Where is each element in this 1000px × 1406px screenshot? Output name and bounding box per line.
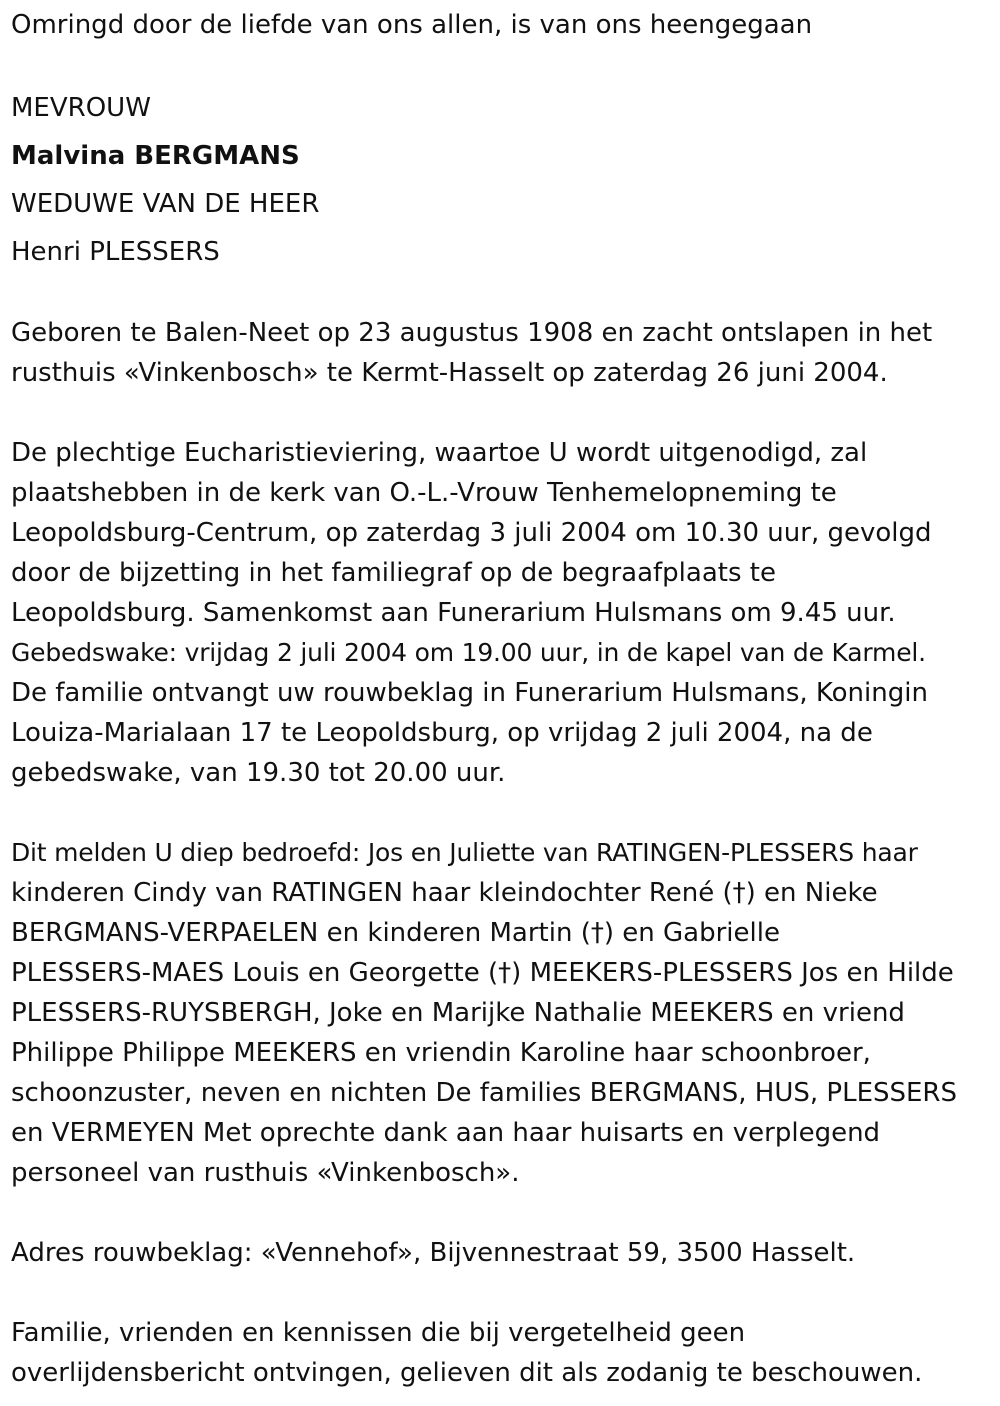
paragraph-line: Dit melden U diep bedroefd: Jos en Juliette van RATINGEN-PLESSERS haar <box>11 838 918 867</box>
paragraph-line: personeel van rusthuis «Vinkenbosch». <box>11 1158 520 1188</box>
birth-death-paragraph <box>11 313 996 393</box>
paragraph-line: Gebedswake: vrijdag 2 juli 2004 om 19.00 uur, in de kapel van de Karmel. <box>11 638 926 667</box>
paragraph-line: Geboren te Balen-Neet op 23 augustus 1908 en zacht ontslapen in het <box>11 318 933 348</box>
paragraph-line: De familie ontvangt uw rouwbeklag in Funerarium Hulsmans, Koningin <box>11 678 928 708</box>
paragraph-line: De plechtige Eucharistieviering, waartoe U wordt uitgenodigd, zal <box>11 438 868 468</box>
obituary-document <box>11 0 996 1393</box>
deceased-title: MEVROUW <box>11 93 151 123</box>
paragraph-line: PLESSERS-RUYSBERGH, Joke en Marijke Nathalie MEEKERS en vriend <box>11 998 905 1028</box>
paragraph-line: kinderen Cindy van RATINGEN haar kleindochter René (†) en Nieke <box>11 878 878 908</box>
paragraph-line: Leopoldsburg. Samenkomst aan Funerarium Hulsmans om 9.45 uur. <box>11 598 896 628</box>
intro-text: Omringd door de liefde van ons allen, is van ons heengegaan <box>11 10 813 40</box>
paragraph-line: overlijdensbericht ontvingen, gelieven dit als zodanig te beschouwen. <box>11 1358 923 1388</box>
paragraph-line: Leopoldsburg-Centrum, op zaterdag 3 juli 2004 om 10.30 uur, gevolgd <box>11 518 932 548</box>
paragraph-line: BERGMANS-VERPAELEN en kinderen Martin (†) en Gabrielle <box>11 918 780 948</box>
address-text: Adres rouwbeklag: «Vennehof», Bijvennestraat 59, 3500 Hasselt. <box>11 1238 856 1268</box>
deceased-relation: WEDUWE VAN DE HEER <box>11 189 320 219</box>
paragraph-line: schoonzuster, neven en nichten De families BERGMANS, HUS, PLESSERS <box>11 1078 958 1108</box>
paragraph-line: en VERMEYEN Met oprechte dank aan haar huisarts en verplegend <box>11 1118 881 1148</box>
paragraph-line: gebedswake, van 19.30 tot 20.00 uur. <box>11 758 506 788</box>
closing-paragraph <box>11 1313 996 1393</box>
paragraph-line: plaatshebben in de kerk van O.-L.-Vrouw Tenhemelopneming te <box>11 478 837 508</box>
ceremony-paragraph <box>11 433 996 793</box>
paragraph-line: Philippe Philippe MEEKERS en vriendin Karoline haar schoonbroer, <box>11 1038 871 1068</box>
paragraph-line: Familie, vrienden en kennissen die bij vergetelheid geen <box>11 1318 746 1348</box>
paragraph-line: rusthuis «Vinkenbosch» te Kermt-Hasselt op zaterdag 26 juni 2004. <box>11 358 888 388</box>
deceased-spouse: Henri PLESSERS <box>11 237 220 267</box>
deceased-block <box>11 84 996 276</box>
deceased-name: Malvina BERGMANS <box>11 141 300 171</box>
paragraph-line: door de bijzetting in het familiegraf op de begraafplaats te <box>11 558 776 588</box>
family-paragraph <box>11 833 996 1193</box>
paragraph-line: PLESSERS-MAES Louis en Georgette (†) MEEKERS-PLESSERS Jos en Hilde <box>11 958 954 988</box>
paragraph-line: Louiza-Marialaan 17 te Leopoldsburg, op vrijdag 2 juli 2004, na de <box>11 718 873 748</box>
